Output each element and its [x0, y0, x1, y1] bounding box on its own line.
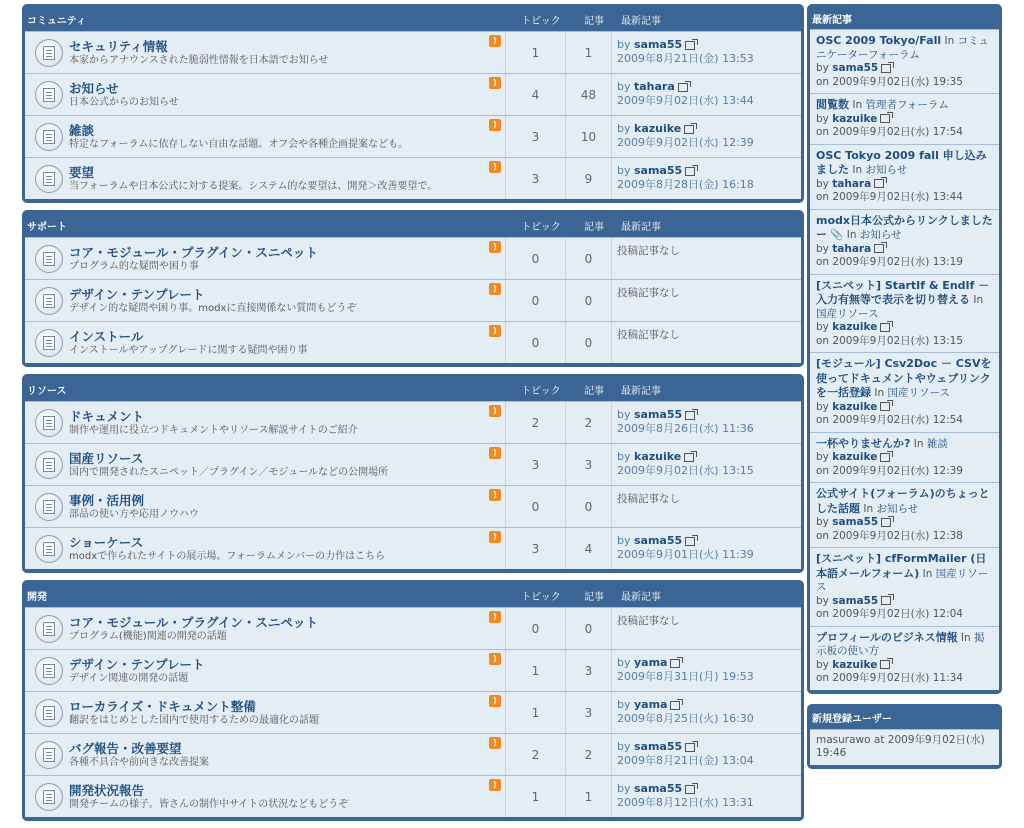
post-count: 9: [565, 158, 611, 199]
recent-post-title-link[interactable]: OSC 2009 Tokyo/Fall: [816, 34, 942, 47]
no-posts-text: 投稿記事なし: [617, 329, 680, 341]
post-count: 2: [565, 402, 611, 443]
forum-title-link[interactable]: デザイン・テンプレート: [69, 656, 205, 672]
category-header: [25, 377, 801, 401]
forum-icon: [35, 165, 63, 193]
last-post-date: 2009年8月28日(金) 16:18: [617, 178, 754, 191]
last-post-date: 2009年8月21日(金) 13:53: [617, 52, 754, 65]
recent-post-date: on 2009年9月02日(水) 13:44: [816, 191, 963, 203]
go-to-post-icon[interactable]: [685, 411, 695, 420]
forum-row: [25, 237, 801, 279]
recent-posts-title: 最新記事: [812, 14, 852, 26]
recent-post-item: プロフィールのビジネス情報 In 掲示板の使い方 by kazuike on 2009年9月02日(水) 11:34: [810, 626, 999, 690]
forum-row: [25, 607, 801, 649]
go-to-post-icon[interactable]: [881, 596, 891, 605]
forum-icon: [35, 535, 63, 563]
post-count: 0: [565, 486, 611, 527]
recent-post-author[interactable]: kazuike: [832, 400, 878, 413]
last-post: by tahara 2009年9月02日(水) 13:44: [611, 74, 801, 115]
forum-description: modxで作られたサイトの展示場。フォーラムメンバーの力作はこちら: [69, 550, 386, 562]
go-to-post-icon[interactable]: [670, 659, 680, 668]
last-post-author[interactable]: yama: [634, 698, 668, 711]
recent-post-date: on 2009年9月02日(水) 11:34: [816, 672, 963, 684]
recent-post-author[interactable]: sama55: [832, 594, 879, 607]
forum-description: インストールやアップグレードに関する疑問や困り事: [69, 344, 308, 356]
recent-post-forum-link[interactable]: お知らせ: [876, 502, 919, 515]
forum-row: [25, 443, 801, 485]
rss-icon[interactable]: ): [489, 405, 501, 417]
last-post-author[interactable]: kazuike: [634, 122, 682, 135]
forum-row: [25, 733, 801, 775]
recent-post-author[interactable]: tahara: [832, 242, 872, 255]
topic-count: 4: [505, 74, 565, 115]
forum-description: 翻訳をはじめとした国内で使用するための最適化の話題: [69, 714, 319, 726]
category-support: [22, 210, 804, 367]
recent-post-item: 公式サイト(フォーラム)のちょっとした話題 In お知らせ by sama55 on 2009年9月02日(水) 12:38: [810, 482, 999, 547]
last-post-header: 最新記事: [621, 385, 661, 397]
forum-index: [22, 4, 804, 828]
last-post: by sama55 2009年9月01日(火) 11:39: [611, 528, 801, 569]
no-posts-text: 投稿記事なし: [617, 245, 680, 257]
recent-post-item: [モジュール] Csv2Doc － CSVを使ってドキュメントやウェブリンクを一括登録 In 国産リソース by kazuike on 2009年9月02日(水) 12:54: [810, 352, 999, 432]
rss-icon[interactable]: ): [489, 241, 501, 253]
recent-post-title-link[interactable]: [モジュール] Csv2Doc － CSVを使ってドキュメントやウェブリンクを一括登録: [816, 357, 992, 399]
recent-post-forum-link[interactable]: 雑談: [926, 437, 948, 450]
last-post: by kazuike 2009年9月02日(水) 12:39: [611, 116, 801, 157]
forum-title-link[interactable]: コア・モジュール・プラグイン・スニペット: [69, 244, 318, 260]
recent-post-date: on 2009年9月02日(水) 17:54: [816, 126, 963, 138]
recent-post-item: OSC 2009 Tokyo/Fall In コミュニケーターフォーラム by sama55 on 2009年9月02日(水) 19:35: [810, 29, 999, 93]
forum-title-link[interactable]: ドキュメント: [69, 408, 145, 424]
sidebar: [807, 4, 1002, 779]
post-count: 48: [565, 74, 611, 115]
recent-post-forum-link[interactable]: 国産リソース: [816, 307, 879, 320]
last-post-author[interactable]: sama55: [634, 740, 683, 753]
last-post-author[interactable]: sama55: [634, 38, 683, 51]
new-users-title: 新規登録ユーザー: [812, 714, 892, 725]
go-to-post-icon[interactable]: [880, 114, 890, 123]
recent-post-item: 一杯やりませんか? In 雑談 by kazuike on 2009年9月02日(水) 12:39: [810, 432, 999, 483]
forum-description: プログラム(機能)関連の開発の話題: [69, 630, 227, 642]
forum-title-link[interactable]: インストール: [69, 328, 144, 344]
forum-row: [25, 775, 801, 817]
posts-header: 記事: [584, 15, 604, 27]
last-post-date: 2009年9月02日(水) 12:39: [617, 136, 754, 149]
topics-header: トピック: [521, 15, 561, 27]
recent-post-date: on 2009年9月02日(水) 19:35: [816, 75, 963, 88]
forum-description: デザイン的な疑問や困り事。modxに直接関係ない質問もどうぞ: [69, 302, 357, 314]
forum-description: 特定なフォーラムに依存しない自由な話題。オフ会や各種企画提案なども。: [69, 138, 409, 150]
post-count: 2: [565, 734, 611, 775]
forum-row: [25, 115, 801, 157]
topic-count: 3: [505, 116, 565, 157]
last-post: [611, 486, 801, 527]
topic-count: 1: [505, 650, 565, 691]
last-post-header: 最新記事: [621, 221, 661, 233]
recent-post-forum-link[interactable]: 国産リソース: [887, 387, 950, 399]
forum-row: [25, 157, 801, 199]
category-title: 開発: [27, 591, 47, 603]
topic-count: 3: [505, 444, 565, 485]
last-post-header: 最新記事: [621, 591, 661, 603]
forum-row: [25, 691, 801, 733]
recent-post-date: on 2009年9月02日(水) 12:54: [816, 414, 963, 426]
recent-posts-box: [807, 4, 1002, 694]
rss-icon[interactable]: ): [489, 325, 501, 337]
go-to-post-icon[interactable]: [881, 64, 891, 73]
rss-icon[interactable]: ): [489, 611, 501, 623]
new-user-text: masurawo at 2009年9月02日(水) 19:46: [816, 733, 985, 759]
recent-post-forum-link[interactable]: お知らせ: [859, 229, 902, 241]
recent-post-author[interactable]: tahara: [832, 177, 872, 190]
recent-post-forum-link[interactable]: コミュニケーターフォーラム: [816, 35, 989, 61]
forum-title-link[interactable]: 開発状況報告: [69, 782, 145, 798]
forum-title-link[interactable]: コア・モジュール・プラグイン・スニペット: [69, 614, 318, 630]
go-to-post-icon[interactable]: [678, 83, 688, 92]
new-users-box: [807, 704, 1002, 769]
forum-icon: [35, 329, 63, 357]
forum-icon: [35, 409, 63, 437]
recent-post-item: [スニペット] cfFormMailer (日本語メールフォーム) In 国産リソース by sama55 on 2009年9月02日(水) 12:04: [810, 547, 999, 626]
recent-post-author[interactable]: kazuike: [832, 658, 878, 671]
new-user-item[interactable]: [810, 729, 999, 765]
forum-title-link[interactable]: バグ報告・改善要望: [69, 740, 182, 756]
no-posts-text: 投稿記事なし: [617, 287, 680, 299]
rss-icon[interactable]: ): [489, 531, 501, 543]
forum-description: 部品の使い方や応用ノウハウ: [69, 508, 199, 520]
forum-row: [25, 321, 801, 363]
post-count: 3: [565, 444, 611, 485]
forum-icon: [35, 615, 63, 643]
rss-icon[interactable]: ): [489, 119, 501, 131]
recent-post-title-link[interactable]: modx日本公式からリンクしましたー: [816, 213, 993, 241]
forum-icon: [35, 783, 63, 811]
recent-post-date: on 2009年9月02日(水) 12:38: [816, 529, 963, 542]
attachment-icon: 📎: [830, 229, 844, 241]
category-development: [22, 580, 804, 821]
last-post: by sama55 2009年8月12日(水) 13:31: [611, 776, 801, 817]
forum-icon: [35, 81, 63, 109]
last-post-date: 2009年8月26日(水) 11:36: [617, 422, 754, 435]
last-post-author[interactable]: sama55: [634, 164, 683, 177]
forum-description: プログラム的な疑問や困り事: [69, 260, 199, 272]
topic-count: 3: [505, 528, 565, 569]
forum-title-link[interactable]: 雑談: [69, 122, 95, 138]
forum-description: 日本公式からのお知らせ: [69, 96, 179, 108]
forum-row: [25, 73, 801, 115]
recent-post-title-link[interactable]: 一杯やりませんか?: [816, 436, 911, 450]
forum-row: [25, 31, 801, 73]
recent-post-title-link[interactable]: [スニペット] StartIf & EndIf － 入力有無等で表示を切り替える: [816, 278, 990, 306]
posts-header: 記事: [584, 591, 604, 603]
last-post-author[interactable]: tahara: [634, 80, 675, 93]
recent-post-date: on 2009年9月02日(水) 13:15: [816, 334, 963, 347]
rss-icon[interactable]: ): [489, 161, 501, 173]
go-to-post-icon[interactable]: [684, 453, 694, 462]
forum-description: デザイン関連の開発の話題: [69, 672, 189, 684]
forum-row: [25, 279, 801, 321]
topic-count: 2: [505, 734, 565, 775]
forum-icon: [35, 741, 63, 769]
topic-count: 0: [505, 280, 565, 321]
post-count: 4: [565, 528, 611, 569]
go-to-post-icon[interactable]: [880, 323, 890, 332]
last-post-author[interactable]: sama55: [634, 782, 683, 795]
forum-icon: [35, 245, 63, 273]
post-count: 0: [565, 608, 611, 649]
go-to-post-icon[interactable]: [880, 453, 890, 462]
recent-post-title-link[interactable]: 公式サイト(フォーラム)のちょっとした話題: [816, 487, 990, 515]
forum-description: 本家からアナウンスされた脆弱性情報を日本語でお知らせ: [69, 54, 329, 66]
last-post-header: 最新記事: [621, 15, 661, 27]
forum-row: [25, 649, 801, 691]
post-count: 1: [565, 32, 611, 73]
recent-post-title-link[interactable]: プロフィールのビジネス情報: [816, 630, 958, 644]
forum-description: 国内で開発されたスニペット／プラグイン／モジュールなどの公開場所: [69, 466, 389, 478]
go-to-post-icon[interactable]: [684, 125, 694, 134]
forum-row: [25, 527, 801, 569]
forum-icon: [35, 493, 63, 521]
last-post: by sama55 2009年8月26日(水) 11:36: [611, 402, 801, 443]
rss-icon[interactable]: ): [489, 35, 501, 47]
last-post: by yama 2009年8月25日(火) 16:30: [611, 692, 801, 733]
rss-icon[interactable]: ): [489, 737, 501, 749]
category-title: コミュニティ: [27, 15, 86, 27]
rss-icon[interactable]: ): [489, 489, 501, 501]
recent-post-item: modx日本公式からリンクしましたー 📎 In お知らせ by tahara on 2009年9月02日(水) 13:19: [810, 209, 999, 274]
forum-title-link[interactable]: デザイン・テンプレート: [69, 286, 205, 302]
forum-icon: [35, 287, 63, 315]
post-count: 10: [565, 116, 611, 157]
rss-icon[interactable]: ): [489, 283, 501, 295]
post-count: 0: [565, 322, 611, 363]
recent-post-date: on 2009年9月02日(水) 13:19: [816, 256, 963, 268]
recent-post-author[interactable]: kazuike: [832, 451, 878, 463]
last-post-date: 2009年8月21日(金) 13:04: [617, 754, 754, 767]
forum-title-link[interactable]: 事例・活用例: [69, 492, 145, 508]
topics-header: トピック: [521, 591, 561, 603]
forum-description: 制作や運用に役立つドキュメントやリソース解説サイトのご紹介: [69, 424, 358, 436]
topic-count: 2: [505, 402, 565, 443]
post-count: 0: [565, 238, 611, 279]
forum-description: 開発チームの様子。皆さんの制作中サイトの状況などもどうぞ: [69, 798, 349, 810]
recent-post-forum-link[interactable]: 掲示板の使い方: [816, 631, 985, 657]
last-post: by kazuike 2009年9月02日(水) 13:15: [611, 444, 801, 485]
rss-icon[interactable]: ): [489, 653, 501, 665]
go-to-post-icon[interactable]: [685, 537, 695, 546]
recent-post-title-link[interactable]: [スニペット] cfFormMailer (日本語メールフォーム): [816, 552, 987, 580]
last-post: [611, 238, 801, 279]
forum-title-link[interactable]: セキュリティ情報: [69, 38, 168, 54]
recent-post-author[interactable]: sama55: [832, 516, 879, 528]
last-post: [611, 322, 801, 363]
last-post-date: 2009年9月01日(火) 11:39: [617, 548, 754, 561]
rss-icon[interactable]: ): [489, 779, 501, 791]
recent-post-item: OSC Tokyo 2009 fall 申し込みました In お知らせ by tahara on 2009年9月02日(水) 13:44: [810, 144, 999, 209]
forum-row: [25, 485, 801, 527]
last-post: by sama55 2009年8月21日(金) 13:53: [611, 32, 801, 73]
no-posts-text: 投稿記事なし: [617, 615, 680, 627]
last-post-date: 2009年8月25日(火) 16:30: [617, 712, 754, 725]
rss-icon[interactable]: ): [489, 77, 501, 89]
recent-post-forum-link[interactable]: お知らせ: [865, 164, 908, 176]
go-to-post-icon[interactable]: [685, 41, 695, 50]
forum-title-link[interactable]: 要望: [69, 164, 95, 180]
forum-title-link[interactable]: 国産リソース: [69, 450, 144, 466]
recent-post-title-link[interactable]: OSC Tokyo 2009 fall 申し込みました: [816, 148, 987, 176]
category-header: [25, 213, 801, 237]
recent-post-forum-link[interactable]: 国産リソース: [816, 567, 989, 593]
topics-header: トピック: [521, 385, 561, 397]
rss-icon[interactable]: ): [489, 447, 501, 459]
category-header: [25, 7, 801, 31]
topic-count: 3: [505, 158, 565, 199]
forum-icon: [35, 657, 63, 685]
forum-description: 各種不具合や前向きな改善提案: [69, 756, 209, 768]
last-post-author[interactable]: sama55: [634, 408, 683, 421]
last-post: by yama 2009年8月31日(月) 19:53: [611, 650, 801, 691]
last-post: by sama55 2009年8月28日(金) 16:18: [611, 158, 801, 199]
forum-row: [25, 401, 801, 443]
topic-count: 1: [505, 692, 565, 733]
go-to-post-icon[interactable]: [880, 402, 890, 411]
category-title: リソース: [27, 385, 67, 397]
topic-count: 0: [505, 486, 565, 527]
post-count: 1: [565, 776, 611, 817]
last-post-date: 2009年9月02日(水) 13:44: [617, 94, 754, 107]
go-to-post-icon[interactable]: [670, 701, 680, 710]
go-to-post-icon[interactable]: [881, 518, 891, 527]
topic-count: 1: [505, 776, 565, 817]
recent-post-item: [スニペット] StartIf & EndIf － 入力有無等で表示を切り替える In 国産リソース by kazuike on 2009年9月02日(水) 13:15: [810, 274, 999, 353]
category-header: [25, 583, 801, 607]
last-post-date: 2009年9月02日(水) 13:15: [617, 464, 754, 477]
posts-header: 記事: [584, 385, 604, 397]
recent-post-author[interactable]: kazuike: [832, 112, 878, 125]
topic-count: 0: [505, 608, 565, 649]
forum-icon: [35, 123, 63, 151]
go-to-post-icon[interactable]: [685, 743, 695, 752]
forum-icon: [35, 451, 63, 479]
category-title: サポート: [27, 221, 67, 233]
topic-count: 0: [505, 238, 565, 279]
recent-post-author[interactable]: kazuike: [832, 321, 878, 333]
post-count: 0: [565, 280, 611, 321]
recent-post-date: on 2009年9月02日(水) 12:39: [816, 464, 963, 477]
last-post-date: 2009年8月12日(水) 13:31: [617, 796, 754, 809]
topic-count: 0: [505, 322, 565, 363]
category-community: [22, 4, 804, 203]
post-count: 3: [565, 650, 611, 691]
no-posts-text: 投稿記事なし: [617, 493, 680, 505]
last-post: [611, 608, 801, 649]
forum-title-link[interactable]: お知らせ: [69, 80, 119, 96]
forum-title-link[interactable]: ショーケース: [69, 534, 144, 550]
forum-icon: [35, 699, 63, 727]
post-count: 3: [565, 692, 611, 733]
recent-post-author[interactable]: sama55: [832, 62, 879, 74]
go-to-post-icon[interactable]: [874, 179, 884, 188]
last-post: by sama55 2009年8月21日(金) 13:04: [611, 734, 801, 775]
topic-count: 1: [505, 32, 565, 73]
forum-icon: [35, 39, 63, 67]
go-to-post-icon[interactable]: [874, 244, 884, 253]
recent-post-item: 閲覧数 In 管理者フォーラム by kazuike on 2009年9月02日(水) 17:54: [810, 93, 999, 144]
last-post: [611, 280, 801, 321]
go-to-post-icon[interactable]: [685, 167, 695, 176]
posts-header: 記事: [584, 221, 604, 233]
last-post-author[interactable]: kazuike: [634, 450, 682, 463]
topics-header: トピック: [521, 221, 561, 233]
recent-post-date: on 2009年9月02日(水) 12:04: [816, 608, 963, 620]
forum-description: 当フォーラムや日本公式に対する提案。システム的な要望は、開発＞改善要望で。: [69, 180, 438, 192]
category-resources: [22, 374, 804, 573]
recent-post-forum-link[interactable]: 管理者フォーラム: [865, 99, 949, 111]
last-post-author[interactable]: yama: [634, 656, 668, 669]
rss-icon[interactable]: ): [489, 695, 501, 707]
last-post-author[interactable]: sama55: [634, 534, 683, 547]
last-post-date: 2009年8月31日(月) 19:53: [617, 670, 754, 683]
forum-title-link[interactable]: ローカライズ・ドキュメント整備: [69, 698, 256, 714]
go-to-post-icon[interactable]: [880, 660, 890, 669]
recent-post-title-link[interactable]: 閲覧数: [816, 98, 849, 111]
go-to-post-icon[interactable]: [685, 785, 695, 794]
